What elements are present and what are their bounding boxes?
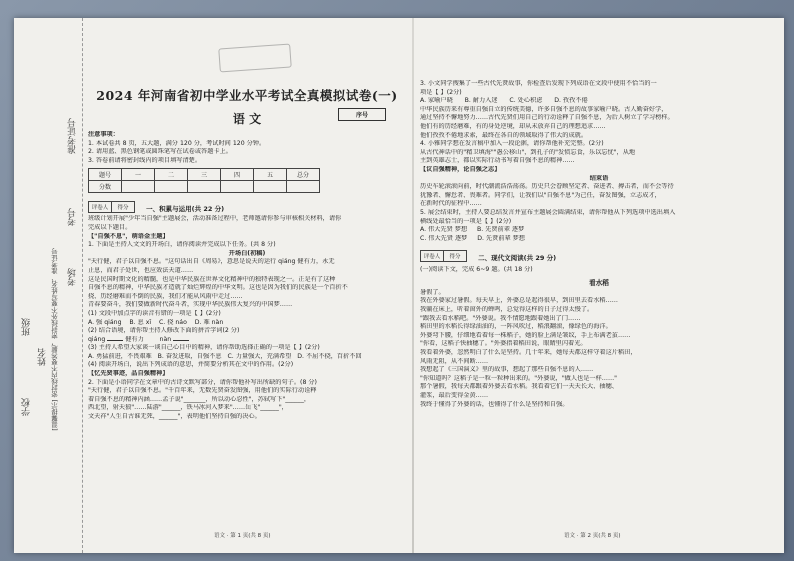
- score-header-cell: 一: [122, 169, 155, 181]
- binding-number: 考号: [68, 208, 78, 226]
- option: A. 伟大先贤 梦想: [420, 226, 468, 234]
- options-row: [420, 226, 778, 235]
- score-cell[interactable]: [188, 181, 221, 193]
- option: B. 先贤前辈 逐梦: [477, 226, 525, 234]
- score-header-cell: 二: [155, 169, 188, 181]
- options-row: [420, 97, 778, 106]
- page-right: [414, 18, 784, 553]
- pinyin-row: [88, 336, 406, 345]
- pinyin: qiáng: [88, 335, 106, 343]
- story-line: 那个暑假，我每天都跟着外婆去看水稻。我看着它们一天天长大、抽穗、: [420, 383, 618, 391]
- faded-stamp: [218, 44, 291, 73]
- story-line: 稻田里的水稻长得绿油油的，一阵风吹过，稻浪翻滚，像绿色的海洋。: [420, 323, 612, 331]
- score-cell[interactable]: [287, 181, 320, 193]
- story-line: 外婆弯下腰，仔细地看着每一株稻子，她的脸上满是皱纹，手上布满老茧……: [420, 331, 631, 339]
- question-1c: (3) 主持人希望大家谈一谈自己心目中的精神，请你帮助选择正确的一项是【 】(2分): [88, 344, 320, 352]
- score-cell[interactable]: [122, 181, 155, 193]
- option: D. 不屈不挠，百折不回: [297, 352, 362, 360]
- option: C. 力量强大，充满希望: [227, 352, 292, 360]
- binding-room: 考场: [68, 268, 78, 286]
- binding-class: 班级: [22, 318, 32, 336]
- option: D. 先贤前辈 梦想: [477, 234, 525, 242]
- passage-line: 犹豫者、懈怠者、畏难者。同学们，让我们以"自强不息"为己任，奋发图强，立志成才，: [420, 191, 661, 199]
- note-item: 2. 请用蓝、黑色钢笔或圆珠笔写在试卷或答题卡上。: [88, 148, 232, 156]
- part-heading: 【议自强精神，论自强之志】: [420, 165, 501, 173]
- question-1a: (1) 文段中加点字的读音有错的一项是【 】(2分): [88, 309, 221, 317]
- story-line: 我在外婆家过暑假。每天早上，外婆总是起得很早，到田里去看水稻……: [420, 297, 618, 305]
- option: B. 息 xī: [129, 318, 152, 326]
- grader-box: [88, 201, 135, 213]
- score-header-cell: 四: [221, 169, 254, 181]
- grader-score-label: 得分: [112, 201, 135, 212]
- grader-label: 评卷人: [421, 250, 444, 261]
- part-heading: 【"自强不息"，萌语金主题】: [88, 232, 169, 240]
- binding-id: 准考证号: [68, 118, 78, 154]
- binding-note: [温馨提示] 密封线内不要答题，密封线外不要写姓名、准考证号: [51, 248, 59, 431]
- question-3b: 项是【 】(2分): [420, 88, 462, 96]
- story-line: 我终于懂得了外婆的话，也懂得了什么是坚持和自强。: [420, 400, 569, 408]
- passage-line: 通过坚持不懈地努力……古代先贤们用自己的行动诠释了自强不息，为后人树立了学习榜样。: [420, 114, 674, 122]
- page-left: [14, 18, 412, 553]
- exam-subject: [88, 110, 406, 127]
- question-3: 3. 小文同学搜集了一些古代先贤故事，你检查后发现下列成语在文段中使用不恰当的一: [420, 80, 657, 87]
- score-header-cell: 五: [254, 169, 287, 181]
- score-cell[interactable]: [254, 181, 287, 193]
- option: B. 耐力入迷: [464, 97, 498, 105]
- score-table: [88, 168, 320, 193]
- box-title: 开场白(初稿): [228, 249, 266, 257]
- poem-line: 着自强不息的精神内涵……孟子说"_______，所以动心忍性"，苏轼写下"______，: [88, 395, 311, 403]
- passage-line: 这是民国时期文化的精髓，也是中华民族在世界文化精神中的独特表现之一。正是有了这种: [88, 275, 336, 283]
- story-title: 看水稻: [589, 278, 609, 287]
- left-content: [88, 78, 406, 422]
- question-1b: (2) 结合语境，请你帮主持人修改下面的拼音字词(2 分): [88, 327, 240, 335]
- options-row: [88, 319, 406, 328]
- notes-heading: 注意事项：: [88, 131, 119, 138]
- passage-line: 主到英雄志士，都以实际行动书写着自强不息的精神……: [420, 157, 575, 165]
- story-line: 我躺在床上，听着窗外的蝉鸣，总觉得这样的日子过得太慢了。: [420, 306, 594, 314]
- section1-heading: 一、积累与运用(共 22 分): [146, 205, 225, 214]
- story-line: "你看，这稻子快抽穗了。"外婆指着稻田说，眼睛里闪着光。: [420, 340, 587, 348]
- option: C. 伟大先贤 逐梦: [420, 234, 468, 242]
- score-header-cell: 题号: [89, 169, 122, 181]
- score-header-cell: 总分: [287, 169, 320, 181]
- passage-line: 他们有的历经磨难，有的身处逆境，却从未放弃自己的理想追求……: [420, 122, 606, 130]
- story-line: 暑假了。: [420, 288, 445, 296]
- binding-school: 学校: [22, 398, 32, 416]
- question-5: 5. 展会结束时，主持人要总结发言并宣布主题展会圆满结束，请你帮他从下列选项中选出填入: [420, 208, 676, 216]
- passage-line: 中华民族历来有尊重自强自立的传统美德，许多自强不息的故事家喻户晓。古人勤奋好学，: [420, 105, 668, 113]
- story-line: "你知道吗？这稻子是一粒一粒种出来的。"外婆说，"做人也是一样……": [420, 374, 618, 382]
- score-row-label: 分数: [89, 181, 122, 193]
- option: A. 强 qiáng: [88, 318, 122, 326]
- question-2: 2. 下面是小语同学在文章中的古诗文默写部分，请你帮他补写出所缺的句子。(8 分): [88, 378, 317, 386]
- passage-line: 历史车轮滚滚向前，时代潮流浩浩荡荡。历史只会眷顾坚定者、奋进者、搏击者，而不会等待: [420, 183, 674, 191]
- passage-line: 在新时代的征程中……: [420, 200, 482, 208]
- story-line: "跟我去看水稻吧。"外婆说。我不情愿地跟着她出了门……: [420, 314, 581, 322]
- passage-line: 他们孜孜不倦地求索，最终在各自的领域取得了伟大的成就。: [420, 131, 588, 139]
- pinyin: nàn: [159, 335, 172, 343]
- option: D. 孜孜不倦: [554, 97, 588, 105]
- passage-line: 挠、历经磨难而不倒的民族，我们才能从风雨中走过……: [88, 292, 243, 300]
- poem-line: 文天祥"人生自古谁无死，______"，表明他们坚持自强的决心。: [88, 413, 261, 421]
- page-footer-left: 语文 · 第 1 页(共 8 页): [214, 533, 271, 539]
- option: C. 处心积虑: [509, 97, 543, 105]
- grader-label: 评卷人: [89, 201, 112, 212]
- grader-box: [420, 250, 467, 262]
- score-header-cell: 三: [188, 169, 221, 181]
- speech-title: 结束语: [589, 174, 609, 182]
- section-intro: 完成以下题目。: [88, 223, 132, 231]
- option: D. 难 nàn: [194, 318, 224, 326]
- options-row: [88, 353, 406, 362]
- section-intro: 班级计划开展"少年当自强"主题展会，活动准备过程中，老师邀请你参与审核相关材料，请你: [88, 215, 342, 223]
- grader-score-label: 得分: [444, 250, 467, 261]
- part-heading: 【忆先贤事迹，品自强精神】: [88, 370, 169, 378]
- question-1d: (4) 阅读开场白，说出下列成语的意思，并简要分析其在文中的作用。(2分): [88, 361, 294, 369]
- story-line: 风雨无阻，从不间断……: [420, 357, 489, 365]
- notes-block: [88, 131, 406, 165]
- question-5b: 横线处最恰当的一项是【 】(2分): [420, 217, 512, 225]
- story-line: 灌浆，最后变得金黄……: [420, 392, 489, 399]
- question-4: 4. 小雅同学想在发言稿中加入一段论据，请你帮他补充完整。(2分): [420, 140, 604, 148]
- passage-line: 自强不息的精神，中华民族才造就了灿烂辉煌的中华文明。这也是因为我们的民族是一个百折不: [88, 284, 348, 292]
- passage-line: "天行健，君子以自强不息。"这句话出自《周易》，意思是说天的运行 qiáng 健有力，永无: [88, 258, 335, 266]
- page-footer-right: 语文 · 第 2 页(共 8 页): [564, 533, 621, 539]
- passage-line: 止息，而君子处世，也应效法天道……: [88, 266, 194, 274]
- passage-line: 从古代神话中的"精卫填海""愚公移山"，到孔子的"发愤忘食，乐以忘忧"，从地: [420, 148, 636, 156]
- binding-margin: [14, 18, 83, 553]
- pinyin-word: 健有力: [125, 335, 144, 343]
- section2-header: [420, 245, 778, 264]
- option: A. 勇猛前进，不畏艰难: [88, 352, 152, 360]
- right-content: [420, 80, 778, 409]
- section1-header: [88, 196, 406, 215]
- poem-line: "天行健，君子以自强不息。"千百年来，无数先贤奋发图强，用他们的实际行动诠释: [88, 387, 317, 395]
- exam-title: 2024 年河南省初中学业水平考试全真模拟试卷(一): [96, 88, 398, 103]
- score-cell[interactable]: [221, 181, 254, 193]
- reading-intro: (一)阅读下文，完成 6~9 题。(共 18 分): [420, 266, 533, 274]
- option: B. 奋发进取，自强不息: [157, 352, 222, 360]
- exam-paper: [14, 18, 784, 553]
- passage-line: 青春要奋斗，我们要做新时代奋斗者，实现中华民族伟大复兴的中国梦……: [88, 301, 293, 309]
- seat-number-box[interactable]: 序号: [338, 108, 386, 121]
- option: A. 家喻户晓: [420, 97, 453, 105]
- story-line: 我想起了《三国演义》里的故事，想起了那些自强不息的人……: [420, 366, 594, 374]
- note-item: 3. 答卷前请将密封线内的项目填写清楚。: [88, 156, 202, 164]
- note-item: 1. 本试卷共 8 页，五大题，满分 120 分，考试时间 120 分钟。: [88, 139, 266, 147]
- story-line: 我看着外婆，忽然明白了什么是坚持。几十年来，她每天都这样守着这片稻田，: [420, 349, 637, 357]
- score-cell[interactable]: [155, 181, 188, 193]
- binding-name: 姓名: [38, 348, 48, 366]
- options-row: [420, 235, 778, 244]
- subject-label: 语 文: [232, 112, 262, 126]
- question-1: 1. 下面是主持人文文的开场白，请你阅读并完成以下任务。(共 8 分): [88, 241, 276, 249]
- poem-line: 西北望，射天狼"……陆游"______，铁马冰河入梦来"……岳飞"______"，: [88, 404, 288, 412]
- option: C. 挠 náo: [158, 318, 187, 326]
- section2-heading: 二、现代文阅读(共 29 分): [478, 254, 557, 263]
